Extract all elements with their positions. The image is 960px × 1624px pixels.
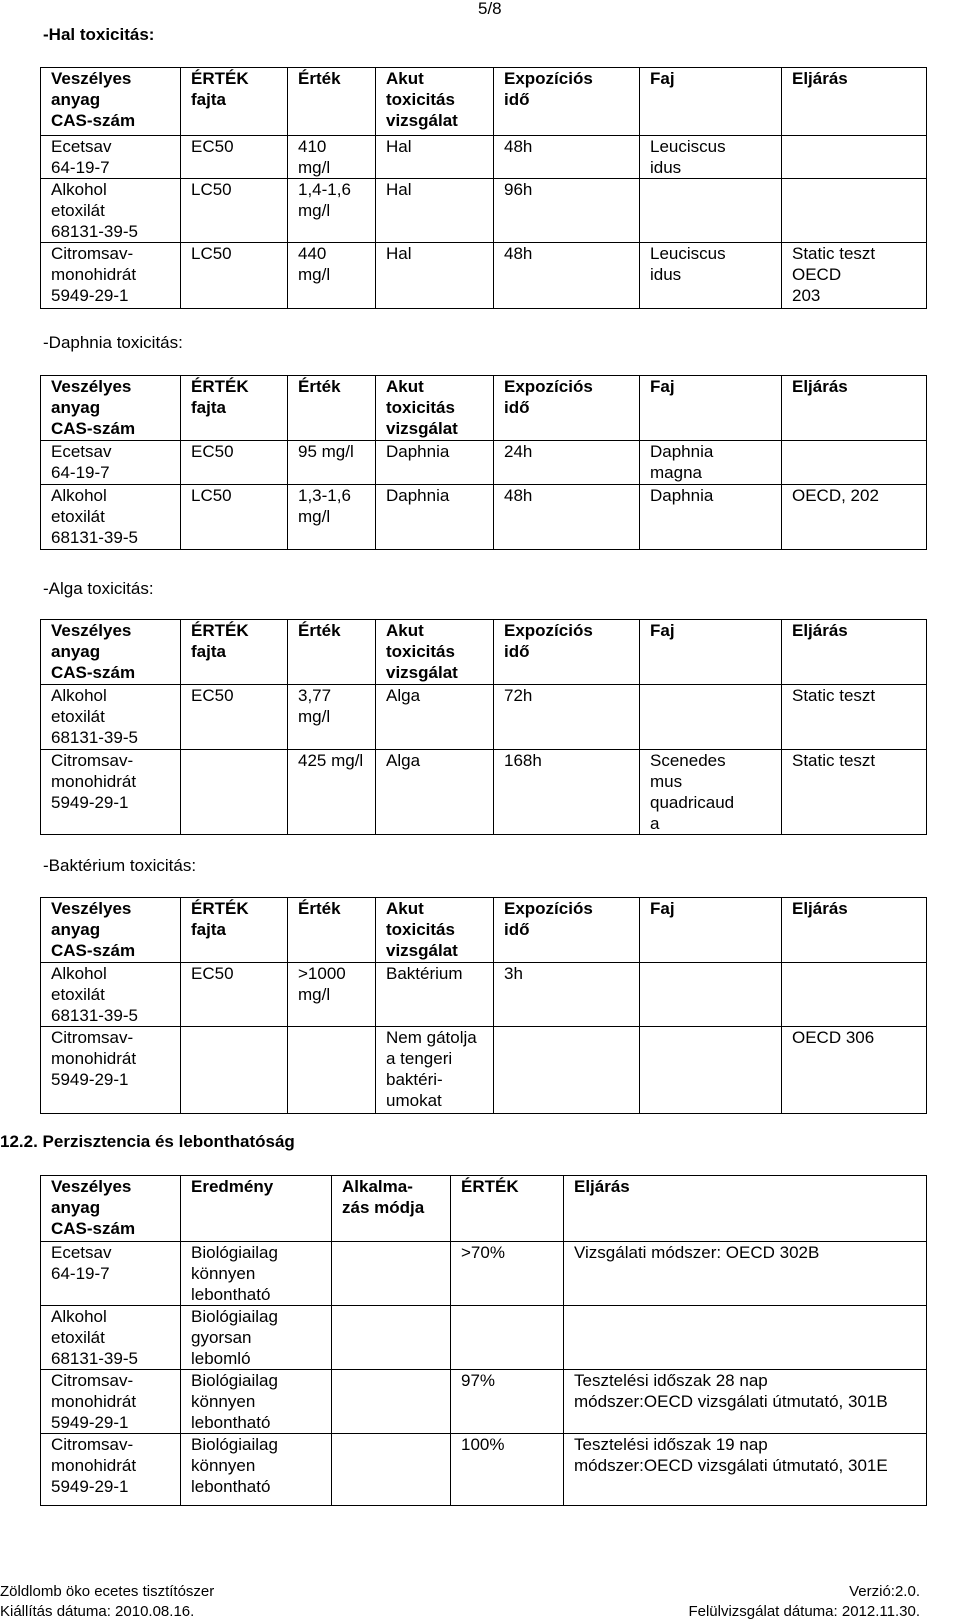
column-header: Eredmény [181, 1176, 332, 1242]
column-header: ÉRTÉK fajta [181, 68, 288, 136]
footer-issue-date: Kiállítás dátuma: 2010.08.16. [0, 1603, 195, 1620]
table-header-row [41, 1176, 927, 1242]
table-cell: Alkohol etoxilát 68131-39-5 [41, 179, 181, 243]
table-row [41, 179, 927, 243]
table-cell: Daphnia [376, 485, 494, 550]
table-row [41, 1434, 927, 1506]
persistence-table [40, 1175, 927, 1506]
table-cell: Static teszt [782, 685, 927, 750]
fish-toxicity-title: -Hal toxicitás: [43, 25, 155, 44]
bacteria-toxicity-table [40, 897, 927, 1114]
footer-version: Verzió:2.0. [849, 1583, 920, 1600]
column-header: Eljárás [782, 68, 927, 136]
table-row [41, 485, 927, 550]
table-cell [181, 750, 288, 835]
table-cell: Alkohol etoxilát 68131-39-5 [41, 685, 181, 750]
table-cell [332, 1306, 451, 1370]
column-header: Érték [288, 620, 376, 685]
column-header: Faj [640, 898, 782, 963]
table-cell: Alga [376, 750, 494, 835]
table-cell: Biológiailag gyorsan lebomló [181, 1306, 332, 1370]
column-header: Eljárás [782, 376, 927, 441]
column-header: Faj [640, 620, 782, 685]
table-cell: Hal [376, 243, 494, 309]
table-cell: Hal [376, 136, 494, 179]
column-header: Érték [288, 898, 376, 963]
table-header-row [41, 376, 927, 441]
table-cell: OECD 306 [782, 1027, 927, 1114]
table-cell: Alga [376, 685, 494, 750]
column-header: Expozíciós idő [494, 68, 640, 136]
table-cell: Daphnia magna [640, 441, 782, 485]
table-cell: Alkohol etoxilát 68131-39-5 [41, 1306, 181, 1370]
table-cell: EC50 [181, 685, 288, 750]
table-row [41, 1027, 927, 1114]
table-cell [640, 1027, 782, 1114]
bacteria-toxicity-title: -Baktérium toxicitás: [43, 856, 197, 875]
footer-review-date: Felülvizsgálat dátuma: 2012.11.30. [688, 1603, 920, 1620]
table-cell [451, 1306, 564, 1370]
column-header: Veszélyes anyag CAS-szám [41, 376, 181, 441]
table-cell: Static teszt [782, 750, 927, 835]
table-cell: Citromsav- monohidrát 5949-29-1 [41, 750, 181, 835]
table-cell [332, 1370, 451, 1434]
table-cell: LC50 [181, 243, 288, 309]
column-header: Eljárás [782, 620, 927, 685]
table-cell: Biológiailag könnyen lebontható [181, 1242, 332, 1306]
column-header: Expozíciós idő [494, 898, 640, 963]
table-cell: Ecetsav 64-19-7 [41, 136, 181, 179]
column-header: Akut toxicitás vizsgálat [376, 68, 494, 136]
alga-toxicity-table [40, 619, 927, 835]
column-header: Eljárás [564, 1176, 927, 1242]
table-cell: EC50 [181, 136, 288, 179]
table-cell: 24h [494, 441, 640, 485]
table-row [41, 1242, 927, 1306]
table-cell [332, 1242, 451, 1306]
table-header-row [41, 620, 927, 685]
column-header: ÉRTÉK [451, 1176, 564, 1242]
column-header: Veszélyes anyag CAS-szám [41, 68, 181, 136]
table-cell: 95 mg/l [288, 441, 376, 485]
table-cell: Ecetsav 64-19-7 [41, 1242, 181, 1306]
daphnia-toxicity-table [40, 375, 927, 550]
table-cell: 1,3-1,6 mg/l [288, 485, 376, 550]
table-cell [640, 179, 782, 243]
table-cell [782, 179, 927, 243]
table-cell: Tesztelési időszak 28 nap módszer:OECD vizsgálati útmutató, 301B [564, 1370, 927, 1434]
column-header: Faj [640, 376, 782, 441]
table-cell: EC50 [181, 441, 288, 485]
table-cell: Scenedes mus quadricaud a [640, 750, 782, 835]
alga-toxicity-title: -Alga toxicitás: [43, 579, 154, 598]
table-cell: EC50 [181, 963, 288, 1027]
table-cell: 72h [494, 685, 640, 750]
table-cell: 3h [494, 963, 640, 1027]
table-cell [181, 1027, 288, 1114]
table-cell: 48h [494, 136, 640, 179]
column-header: Érték [288, 376, 376, 441]
table-cell: Static teszt OECD 203 [782, 243, 927, 309]
table-cell: Nem gátolja a tengeri baktéri- umokat [376, 1027, 494, 1114]
table-cell: 425 mg/l [288, 750, 376, 835]
column-header: Veszélyes anyag CAS-szám [41, 620, 181, 685]
table-cell [782, 441, 927, 485]
table-cell: 410 mg/l [288, 136, 376, 179]
fish-toxicity-table [40, 67, 927, 309]
table-cell [640, 963, 782, 1027]
table-row [41, 750, 927, 835]
persistence-section-title: 12.2. Perzisztencia és lebonthatóság [0, 1132, 295, 1151]
column-header: Alkalma- zás módja [332, 1176, 451, 1242]
column-header: ÉRTÉK fajta [181, 376, 288, 441]
table-cell: Ecetsav 64-19-7 [41, 441, 181, 485]
table-row [41, 685, 927, 750]
table-cell: Tesztelési időszak 19 nap módszer:OECD vizsgálati útmutató, 301E [564, 1434, 927, 1506]
table-row [41, 963, 927, 1027]
page-number: 5/8 [478, 0, 502, 18]
table-cell: 48h [494, 485, 640, 550]
table-cell: >70% [451, 1242, 564, 1306]
table-cell [564, 1306, 927, 1370]
column-header: Akut toxicitás vizsgálat [376, 898, 494, 963]
table-cell: Alkohol etoxilát 68131-39-5 [41, 963, 181, 1027]
table-row [41, 1306, 927, 1370]
table-cell [288, 1027, 376, 1114]
column-header: Faj [640, 68, 782, 136]
table-cell: Citromsav- monohidrát 5949-29-1 [41, 1027, 181, 1114]
table-cell: LC50 [181, 179, 288, 243]
table-cell [782, 136, 927, 179]
footer-company: Zöldlomb öko ecetes tisztítószer [0, 1583, 215, 1600]
table-cell: Biológiailag könnyen lebontható [181, 1370, 332, 1434]
table-cell: Leuciscus idus [640, 243, 782, 309]
table-cell: Biológiailag könnyen lebontható [181, 1434, 332, 1506]
table-cell: Daphnia [376, 441, 494, 485]
table-row [41, 441, 927, 485]
table-cell: Alkohol etoxilát 68131-39-5 [41, 485, 181, 550]
table-header-row [41, 68, 927, 136]
table-cell: 1,4-1,6 mg/l [288, 179, 376, 243]
table-cell: 48h [494, 243, 640, 309]
table-cell: 100% [451, 1434, 564, 1506]
table-cell [332, 1434, 451, 1506]
table-cell: Daphnia [640, 485, 782, 550]
column-header: Akut toxicitás vizsgálat [376, 620, 494, 685]
table-cell: 96h [494, 179, 640, 243]
table-cell: Citromsav- monohidrát 5949-29-1 [41, 243, 181, 309]
column-header: Eljárás [782, 898, 927, 963]
table-row [41, 1370, 927, 1434]
table-row [41, 136, 927, 179]
table-cell [494, 1027, 640, 1114]
table-row [41, 243, 927, 309]
table-cell: Hal [376, 179, 494, 243]
table-cell [782, 963, 927, 1027]
column-header: ÉRTÉK fajta [181, 620, 288, 685]
column-header: Expozíciós idő [494, 376, 640, 441]
daphnia-toxicity-title: -Daphnia toxicitás: [43, 333, 183, 352]
table-cell: 97% [451, 1370, 564, 1434]
table-cell: 440 mg/l [288, 243, 376, 309]
table-cell: 3,77 mg/l [288, 685, 376, 750]
column-header: Érték [288, 68, 376, 136]
table-cell: 168h [494, 750, 640, 835]
table-cell: Citromsav- monohidrát 5949-29-1 [41, 1434, 181, 1506]
table-cell: Citromsav- monohidrát 5949-29-1 [41, 1370, 181, 1434]
table-cell [640, 685, 782, 750]
table-cell: OECD, 202 [782, 485, 927, 550]
table-cell: Vizsgálati módszer: OECD 302B [564, 1242, 927, 1306]
column-header: Veszélyes anyag CAS-szám [41, 898, 181, 963]
column-header: Veszélyes anyag CAS-szám [41, 1176, 181, 1242]
table-cell: >1000 mg/l [288, 963, 376, 1027]
column-header: Expozíciós idő [494, 620, 640, 685]
table-header-row [41, 898, 927, 963]
column-header: ÉRTÉK fajta [181, 898, 288, 963]
table-cell: Leuciscus idus [640, 136, 782, 179]
column-header: Akut toxicitás vizsgálat [376, 376, 494, 441]
table-cell: Baktérium [376, 963, 494, 1027]
table-cell: LC50 [181, 485, 288, 550]
